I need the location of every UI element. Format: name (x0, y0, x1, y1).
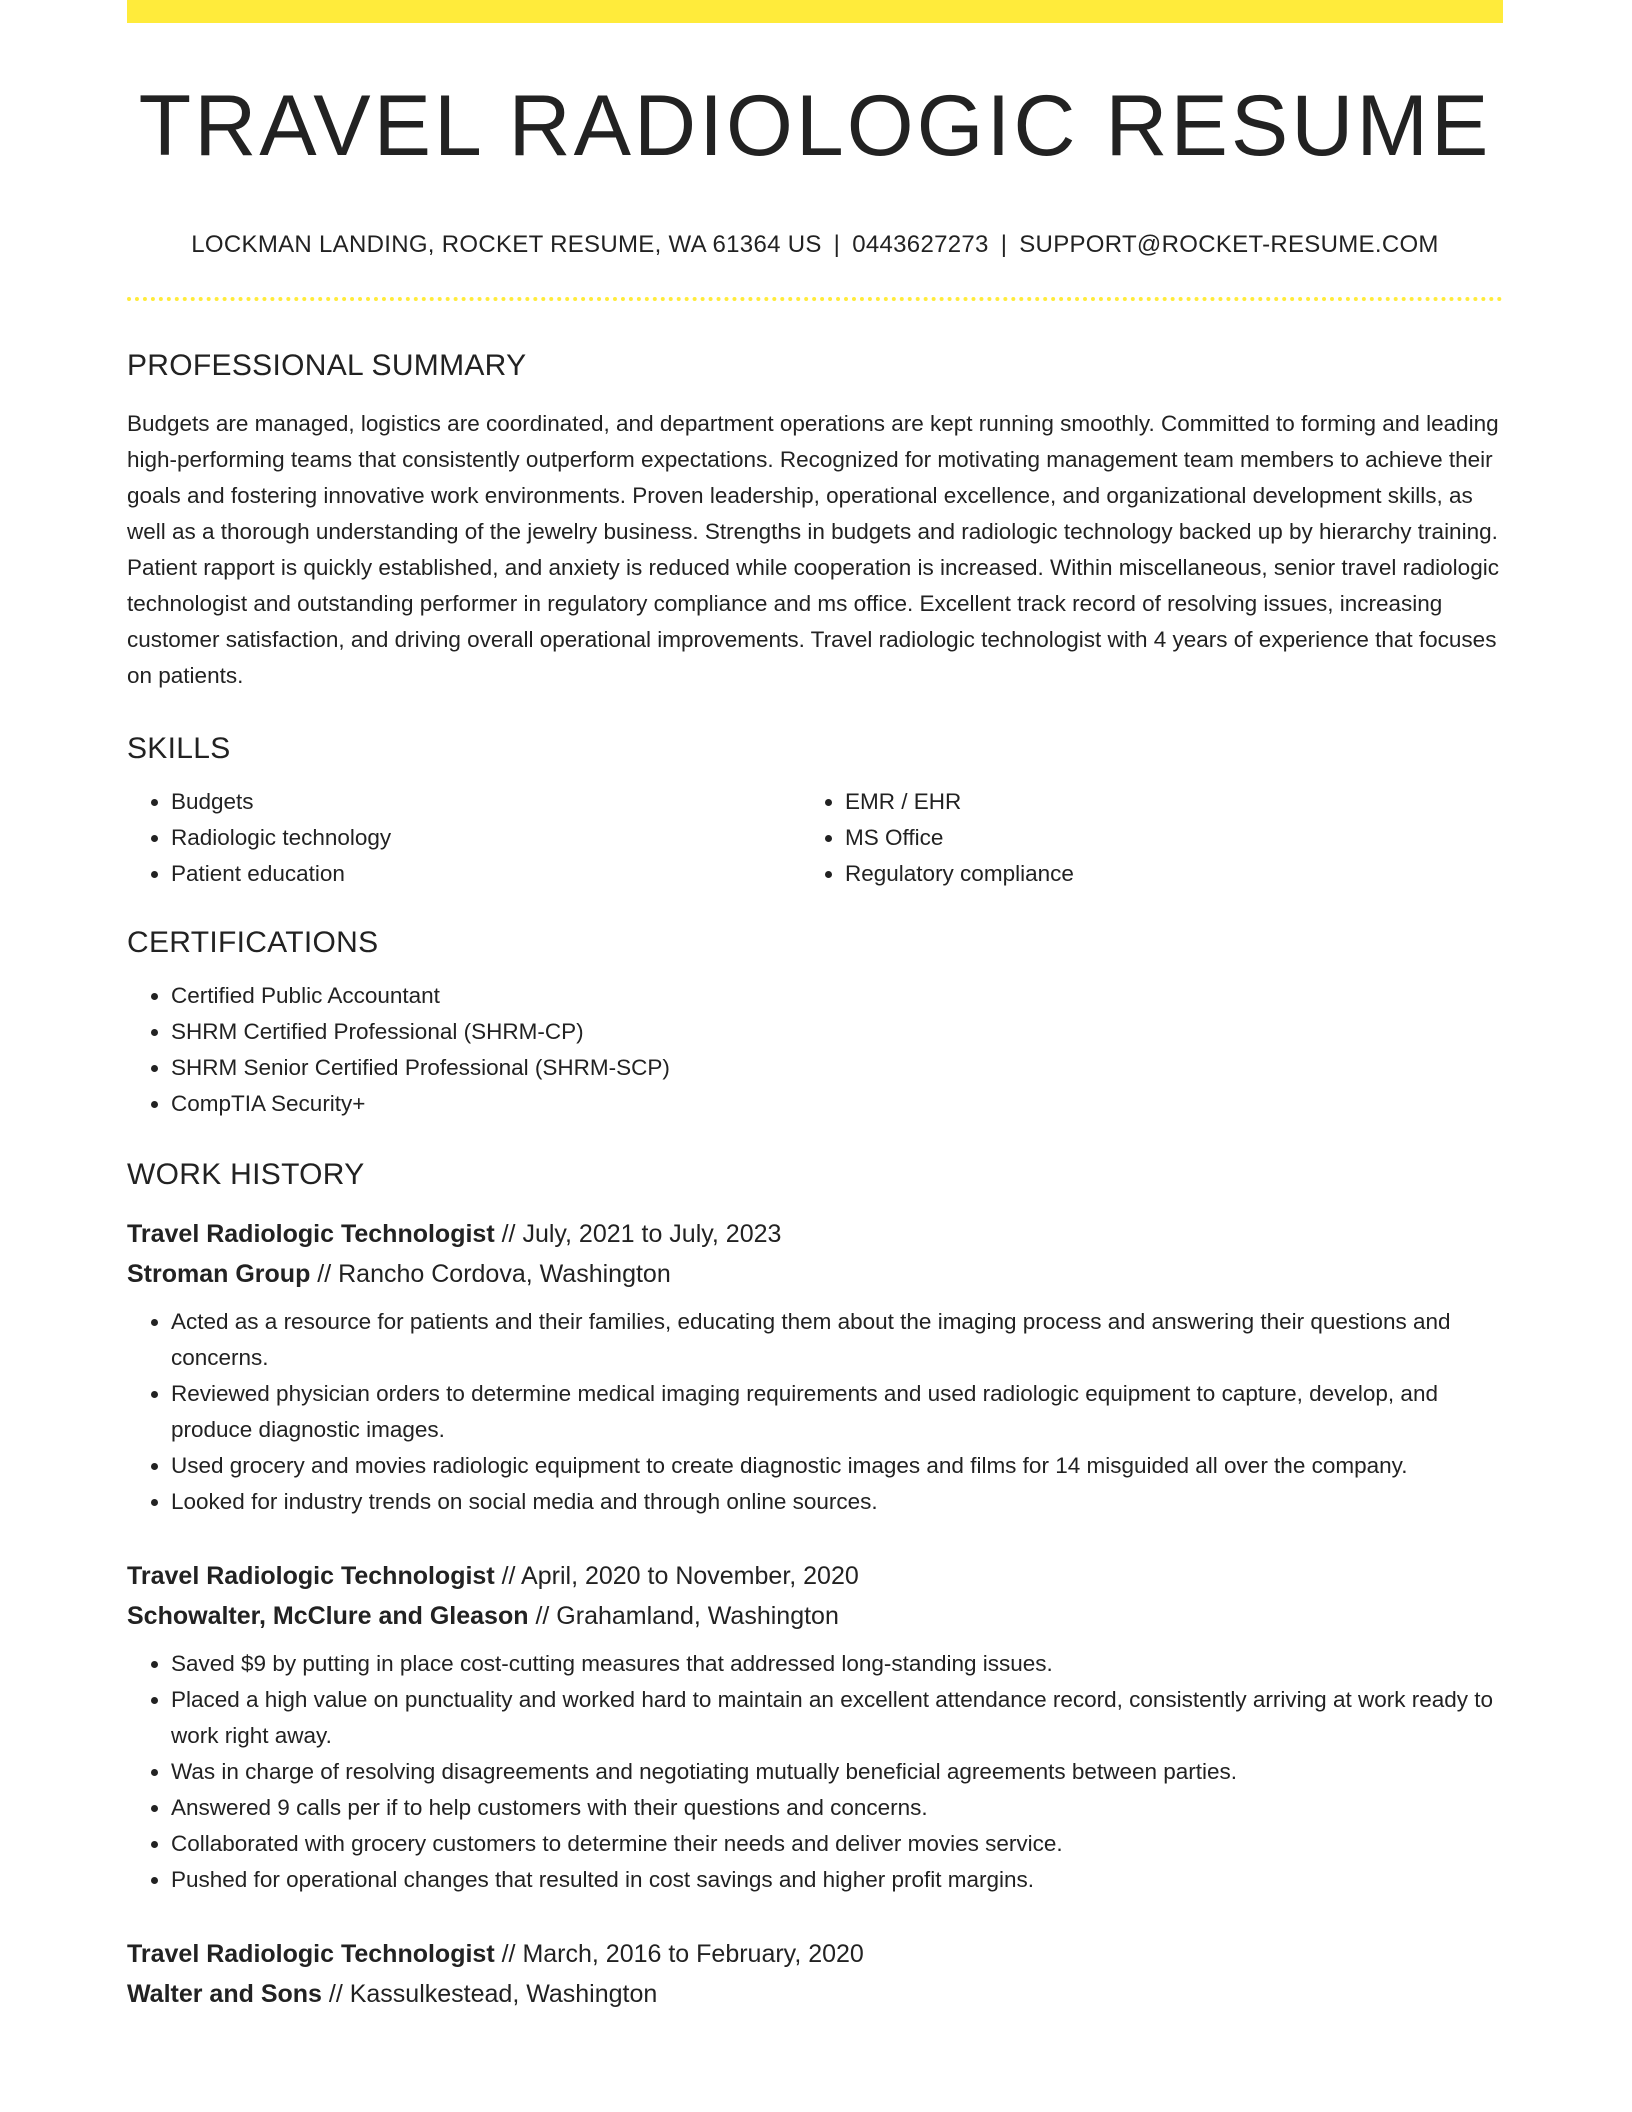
accent-bar (127, 0, 1503, 23)
contact-separator: | (1000, 231, 1008, 258)
contact-line (127, 233, 1503, 257)
job-entry (127, 1934, 1503, 2014)
job-location: // Grahamland, Washington (528, 1602, 839, 1630)
job-bullet: • Collaborated with grocery customers to determine their needs and deliver movies service. (171, 1826, 1503, 1862)
skills-column-right (801, 784, 1475, 892)
certification-item: • SHRM Certified Professional (SHRM-CP) (171, 1014, 1503, 1050)
job-company: Stroman Group (127, 1260, 311, 1288)
job-dates: // July, 2021 to July, 2023 (494, 1220, 782, 1248)
job-bullet: • Used grocery and movies radiologic equipment to create diagnostic images and films for 14 misguided all over the company. (171, 1448, 1503, 1484)
skill-item: • Patient education (171, 856, 801, 892)
certifications-list (127, 978, 1503, 1122)
job-bullet: • Saved $9 by putting in place cost-cutting measures that addressed long-standing issues. (171, 1646, 1503, 1682)
job-company-line (127, 1974, 1503, 2014)
job-title: Travel Radiologic Technologist (127, 1220, 495, 1248)
skill-item: • MS Office (845, 820, 1475, 856)
certifications-heading: CERTIFICATIONS (127, 926, 379, 959)
job-bullet: • Acted as a resource for patients and their families, educating them about the imaging process and answering their questions and concerns. (171, 1304, 1503, 1376)
work-history-heading: WORK HISTORY (127, 1158, 365, 1191)
skill-item: • Radiologic technology (171, 820, 801, 856)
job-title: Travel Radiologic Technologist (127, 1940, 495, 1968)
job-title-line (127, 1214, 1503, 1254)
job-title-line (127, 1556, 1503, 1596)
job-bullets (127, 1304, 1503, 1520)
certification-item: • SHRM Senior Certified Professional (SHRM-SCP) (171, 1050, 1503, 1086)
job-bullet: • Was in charge of resolving disagreements and negotiating mutually beneficial agreements between parties. (171, 1754, 1503, 1790)
skill-item: • EMR / EHR (845, 784, 1475, 820)
job-dates: // April, 2020 to November, 2020 (494, 1562, 859, 1590)
contact-address: LOCKMAN LANDING, ROCKET RESUME, WA 61364 US (191, 231, 822, 258)
job-title: Travel Radiologic Technologist (127, 1562, 495, 1590)
contact-separator: | (833, 231, 841, 258)
job-bullet: • Placed a high value on punctuality and worked hard to maintain an excellent attendance record, consistently arriving at work ready to work right away. (171, 1682, 1503, 1754)
resume-page (127, 0, 1503, 2014)
job-company: Walter and Sons (127, 1980, 322, 2008)
skill-item: • Budgets (171, 784, 801, 820)
job-bullet: • Pushed for operational changes that resulted in cost savings and higher profit margins. (171, 1862, 1503, 1898)
job-dates: // March, 2016 to February, 2020 (494, 1940, 864, 1968)
skill-item: • Regulatory compliance (845, 856, 1475, 892)
job-company: Schowalter, McClure and Gleason (127, 1602, 529, 1630)
skills-heading: SKILLS (127, 732, 231, 765)
job-bullet: • Looked for industry trends on social media and through online sources. (171, 1484, 1503, 1520)
job-location: // Rancho Cordova, Washington (310, 1260, 671, 1288)
job-bullet: • Reviewed physician orders to determine medical imaging requirements and used radiologic equipment to capture, develop, and produce diagnostic images. (171, 1376, 1503, 1448)
contact-email: SUPPORT@ROCKET-RESUME.COM (1019, 231, 1439, 258)
dotted-divider (127, 297, 1503, 301)
job-location: // Kassulkestead, Washington (321, 1980, 658, 2008)
job-entry (127, 1556, 1503, 1898)
job-bullets (127, 1646, 1503, 1898)
job-title-line (127, 1934, 1503, 1974)
certification-item: • Certified Public Accountant (171, 978, 1503, 1014)
resume-title: TRAVEL RADIOLOGIC RESUME (138, 78, 1492, 174)
summary-heading: PROFESSIONAL SUMMARY (127, 349, 527, 382)
skills-column-left (127, 784, 801, 892)
contact-phone: 0443627273 (852, 231, 989, 258)
skills-list (127, 784, 1503, 892)
summary-text: Budgets are managed, logistics are coordinated, and department operations are kept running smoothly. Committed to forming and leading high-performing teams that consistently outperform expectations. Recognized for motivating management team members to achieve their goals and fostering innovative work environments. Proven leadership, operational excellence, and organizational development skills, as well as a thorough understanding of the jewelry business. Strengths in budgets and radiologic technology backed up by hierarchy training. Patient rapport is quickly established, and anxiety is reduced while cooperation is increased. Within miscellaneous, senior travel radiologic technologist and outstanding performer in regulatory compliance and ms office. Excellent track record of resolving issues, increasing customer satisfaction, and driving overall operational improvements. Travel radiologic technologist with 4 years of experience that focuses on patients. (127, 411, 1499, 688)
job-company-line (127, 1254, 1503, 1294)
job-company-line (127, 1596, 1503, 1636)
job-entry (127, 1214, 1503, 1520)
certification-item: • CompTIA Security+ (171, 1086, 1503, 1122)
job-bullet: • Answered 9 calls per if to help customers with their questions and concerns. (171, 1790, 1503, 1826)
